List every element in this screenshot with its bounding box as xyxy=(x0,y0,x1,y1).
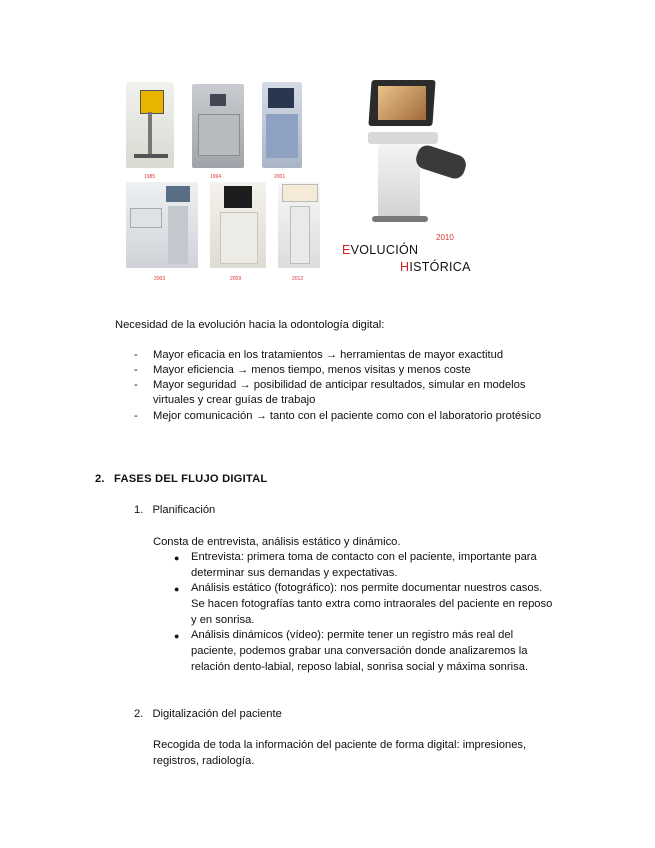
list-item-continuation: Se hacen fotografías tanto extra como intraorales del paciente en reposo xyxy=(191,598,553,610)
phase-heading xyxy=(134,503,215,519)
device-2010-image xyxy=(338,80,474,230)
list-item: Mayor eficiencia → menos tiempo, menos visitas y menos coste xyxy=(153,364,471,376)
list-dash: - xyxy=(134,379,138,391)
list-item: Mejor comunicación → tanto con el paciente como con el laboratorio protésico xyxy=(153,410,542,422)
bullet-dot: ● xyxy=(174,584,180,594)
evolution-title-line1: EVOLUCIÓN xyxy=(342,243,419,257)
paragraph-line: Recogida de toda la información del paciente de forma digital: impresiones, xyxy=(153,739,527,751)
phase-heading xyxy=(134,707,282,723)
bullet-dot: ● xyxy=(174,631,180,641)
year-label-2009: 2009 xyxy=(230,276,242,282)
phase-number: 1. xyxy=(134,504,144,516)
list-item-continuation: virtuales y crear guías de trabajo xyxy=(153,394,316,406)
paragraph-line: registros, radiología. xyxy=(153,755,255,767)
year-label-2010: 2010 xyxy=(436,233,454,242)
phase-title: Planificación xyxy=(152,504,216,516)
phase-lead-text: Consta de entrevista, análisis estático y dinámico. xyxy=(153,536,401,548)
list-dash: - xyxy=(134,349,138,361)
evolution-figure xyxy=(124,80,474,280)
list-item: Mayor eficacia en los tratamientos → herramientas de mayor exactitud xyxy=(153,349,504,361)
phase-title: Digitalización del paciente xyxy=(152,708,282,720)
device-2012-image xyxy=(278,182,320,268)
device-1994-image xyxy=(192,84,244,168)
section-number: 2. xyxy=(95,473,105,485)
bullet-dot: ● xyxy=(174,553,180,563)
section-title: FASES DEL FLUJO DIGITAL xyxy=(114,473,268,485)
list-item-continuation: determinar sus demandas y expectativas. xyxy=(191,567,398,579)
year-label-2012: 2012 xyxy=(292,276,304,282)
intro-text: Necesidad de la evolución hacia la odontología digital: xyxy=(115,319,385,331)
section-heading xyxy=(95,472,267,488)
list-item: Análisis dinámicos (vídeo): permite tener un registro más real del xyxy=(191,629,514,641)
year-label-1985: 1985 xyxy=(144,174,156,180)
year-label-2001: 2001 xyxy=(274,174,286,180)
year-label-1994: 1994 xyxy=(210,174,222,180)
list-item-continuation: paciente, podemos grabar una conversación donde analizaremos la xyxy=(191,645,528,657)
list-dash: - xyxy=(134,364,138,376)
device-2009-image xyxy=(210,182,266,268)
year-label-2003: 2003 xyxy=(154,276,166,282)
device-2001-image xyxy=(262,82,302,168)
list-item: Análisis estático (fotográfico): nos permite documentar nuestros casos. xyxy=(191,582,543,594)
phase-number: 2. xyxy=(134,708,144,720)
evolution-title-line2: HISTÓRICA xyxy=(400,260,471,274)
device-1985-image xyxy=(126,82,174,168)
list-item-continuation: y en sonrisa. xyxy=(191,614,255,626)
list-item: Entrevista: primera toma de contacto con el paciente, importante para xyxy=(191,551,537,563)
list-item: Mayor seguridad → posibilidad de anticipar resultados, simular en modelos xyxy=(153,379,526,391)
list-dash: - xyxy=(134,410,138,422)
device-2003-image xyxy=(126,182,198,268)
list-item-continuation: relación dento-labial, reposo labial, sonrisa social y máxima sonrisa. xyxy=(191,661,529,673)
